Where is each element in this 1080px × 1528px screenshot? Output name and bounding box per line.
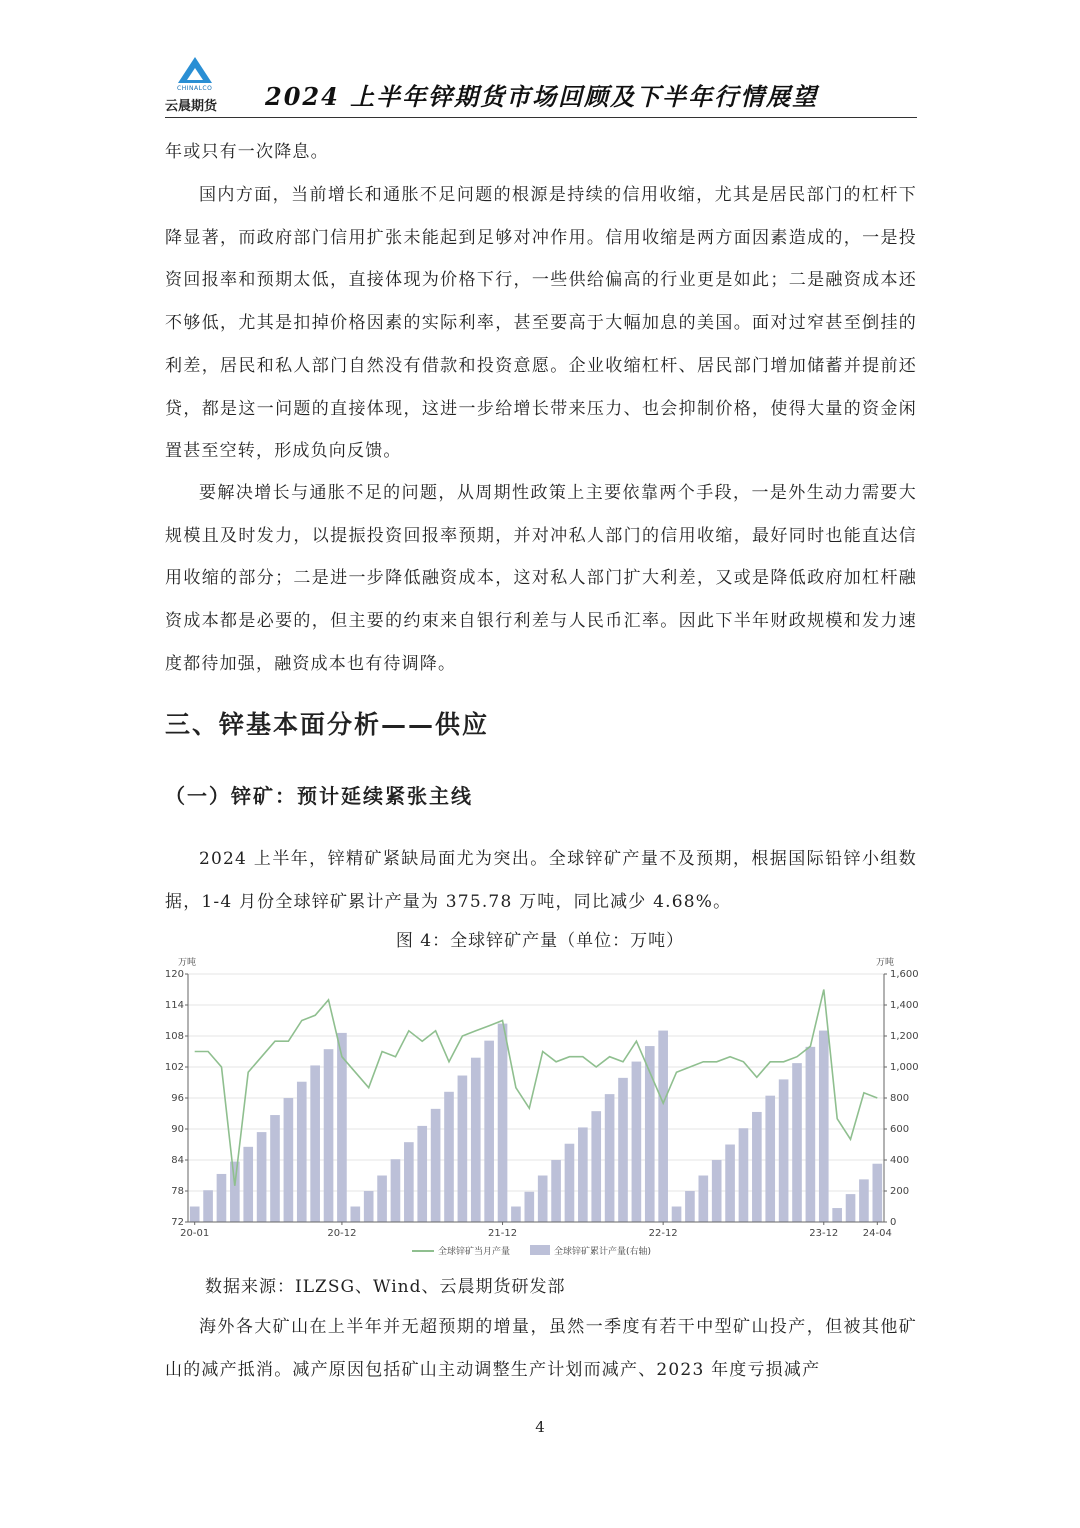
left-tick-label: 72 (171, 1217, 184, 1228)
bar-cumulative-output (484, 1041, 494, 1222)
bar-cumulative-output (725, 1145, 735, 1223)
right-tick-label: 1,400 (890, 1000, 919, 1011)
document-title: 2024 上半年锌期货市场回顾及下半年行情展望 (265, 82, 819, 111)
bar-cumulative-output (712, 1160, 722, 1222)
bar-cumulative-output (551, 1160, 561, 1222)
right-unit-label: 万吨 (876, 958, 895, 968)
left-tick-label: 120 (164, 969, 184, 980)
bar-cumulative-output (819, 1031, 829, 1222)
left-tick-label: 84 (171, 1155, 184, 1166)
intro-paragraph: 2024 上半年，锌精矿紧缺局面尤为突出。全球锌矿产量不及预期，根据国际铅锌小组数据，1-4 月份全球锌矿累计产量为 375.78 万吨，同比减少 4.68%。 (165, 849, 917, 912)
bar-cumulative-output (257, 1132, 267, 1222)
company-logo (165, 55, 225, 115)
bar-cumulative-output (618, 1078, 628, 1222)
right-tick-label: 800 (890, 1093, 910, 1104)
bar-cumulative-output (444, 1092, 454, 1222)
bar-cumulative-output (632, 1062, 642, 1222)
left-tick-label: 78 (171, 1186, 184, 1197)
bar-cumulative-output (364, 1191, 374, 1222)
bar-cumulative-output (765, 1096, 775, 1222)
left-tick-label: 114 (164, 1000, 184, 1011)
x-tick-label: 22-12 (648, 1228, 678, 1239)
bar-cumulative-output (190, 1207, 200, 1223)
bar-cumulative-output (417, 1126, 427, 1222)
bar-cumulative-output (685, 1191, 695, 1222)
bar-cumulative-output (739, 1128, 749, 1222)
bar-cumulative-output (832, 1208, 842, 1222)
bar-cumulative-output (498, 1024, 508, 1222)
bar-cumulative-output (324, 1049, 334, 1222)
bar-cumulative-output (792, 1063, 802, 1222)
bar-cumulative-output (524, 1192, 534, 1222)
bar-cumulative-output (658, 1031, 668, 1222)
bar-cumulative-output (538, 1176, 548, 1223)
figure-caption: 图 4：全球锌矿产量（单位：万吨） (395, 931, 685, 951)
zinc-mine-output-chart (160, 950, 920, 1265)
bar-cumulative-output (672, 1207, 682, 1223)
bar-cumulative-output (605, 1094, 615, 1222)
bar-cumulative-output (391, 1159, 401, 1222)
paragraph-3: 要解决增长与通胀不足的问题，从周期性政策上主要依靠两个手段，一是外生动力需要大规模且及时发力，以提振投资回报率预期，并对冲私人部门的信用收缩，最好同时也能直达信用收缩的部分；二是进一步降低融资成本，这对私人部门扩大利差，又或是降低政府加杠杆融资成本都是必要的，但主要的约束来自银行利差与人民币汇率。因此下半年财政规模和发力速度都待加强，融资成本也有待调降。 (165, 483, 917, 674)
bar-cumulative-output (203, 1190, 213, 1222)
bar-cumulative-output (752, 1112, 762, 1222)
bar-cumulative-output (859, 1179, 869, 1222)
bar-cumulative-output (217, 1174, 227, 1222)
legend-bar-swatch (530, 1245, 550, 1255)
bar-cumulative-output (846, 1194, 856, 1222)
left-unit-label: 万吨 (178, 958, 197, 968)
bar-cumulative-output (591, 1111, 601, 1222)
bar-cumulative-output (297, 1082, 307, 1222)
right-tick-label: 400 (890, 1155, 910, 1166)
right-tick-label: 1,200 (890, 1031, 919, 1042)
section-title: 三、锌基本面分析——供应 (165, 710, 490, 739)
bar-cumulative-output (284, 1098, 294, 1222)
bar-cumulative-output (698, 1176, 708, 1223)
x-tick-label: 21-12 (488, 1228, 518, 1239)
left-tick-label: 102 (164, 1062, 184, 1073)
left-tick-label: 90 (171, 1124, 184, 1135)
page-header (165, 55, 917, 118)
bar-cumulative-output (431, 1109, 441, 1222)
bar-cumulative-output (377, 1176, 387, 1223)
x-tick-label: 20-01 (180, 1228, 210, 1239)
legend-line-label: 全球锌矿当月产量 (438, 1247, 511, 1257)
chart-svg (160, 950, 920, 1265)
right-tick-label: 1,600 (890, 969, 919, 980)
bar-cumulative-output (806, 1047, 816, 1222)
legend-bar-label: 全球锌矿累计产量(右轴) (554, 1247, 652, 1257)
page-number: 4 (535, 1418, 545, 1436)
x-tick-label: 20-12 (327, 1228, 357, 1239)
after-paragraph: 海外各大矿山在上半年并无超预期的增量，虽然一季度有若干中型矿山投产，但被其他矿山的减产抵消。减产原因包括矿山主动调整生产计划而减产、2023 年度亏损减产 (165, 1317, 917, 1380)
right-tick-label: 1,000 (890, 1062, 919, 1073)
bar-cumulative-output (578, 1127, 588, 1222)
right-tick-label: 600 (890, 1124, 910, 1135)
bar-cumulative-output (458, 1076, 468, 1222)
bar-cumulative-output (230, 1162, 240, 1222)
right-tick-label: 200 (890, 1186, 910, 1197)
bar-cumulative-output (350, 1207, 360, 1223)
logo-subtext: CHINALCO (177, 85, 213, 92)
data-source: 数据来源：ILZSG、Wind、云晨期货研发部 (205, 1277, 566, 1297)
bar-cumulative-output (243, 1147, 253, 1222)
bar-cumulative-output (565, 1144, 575, 1222)
bar-cumulative-output (872, 1164, 882, 1222)
bar-cumulative-output (310, 1065, 320, 1222)
paragraph-2: 国内方面，当前增长和通胀不足问题的根源是持续的信用收缩，尤其是居民部门的杠杆下降显著，而政府部门信用扩张未能起到足够对冲作用。信用收缩是两方面因素造成的，一是投资回报率和预期太低，直接体现为价格下行，一些供给偏高的行业更是如此；二是融资成本还不够低，尤其是扣掉价格因素的实际利率，甚至要高于大幅加息的美国。面对过窄甚至倒挂的利差，居民和私人部门自然没有借款和投资意愿。企业收缩杠杆、居民部门增加储蓄并提前还贷，都是这一问题的直接体现，这进一步给增长带来压力、也会抑制价格，使得大量的资金闲置甚至空转，形成负向反馈。 (165, 185, 917, 462)
subsection-title: （一）锌矿：预计延续紧张主线 (165, 784, 473, 808)
bar-cumulative-output (471, 1058, 481, 1222)
x-tick-label: 24-04 (862, 1228, 892, 1239)
right-tick-label: 0 (890, 1217, 897, 1228)
left-tick-label: 96 (171, 1093, 184, 1104)
bar-cumulative-output (270, 1115, 280, 1222)
bar-cumulative-output (779, 1079, 789, 1222)
bar-cumulative-output (404, 1142, 414, 1222)
paragraph-1: 年或只有一次降息。 (165, 142, 329, 162)
bar-cumulative-output (511, 1207, 521, 1223)
x-tick-label: 23-12 (809, 1228, 839, 1239)
logo-name: 云晨期货 (165, 99, 218, 114)
left-tick-label: 108 (164, 1031, 184, 1042)
